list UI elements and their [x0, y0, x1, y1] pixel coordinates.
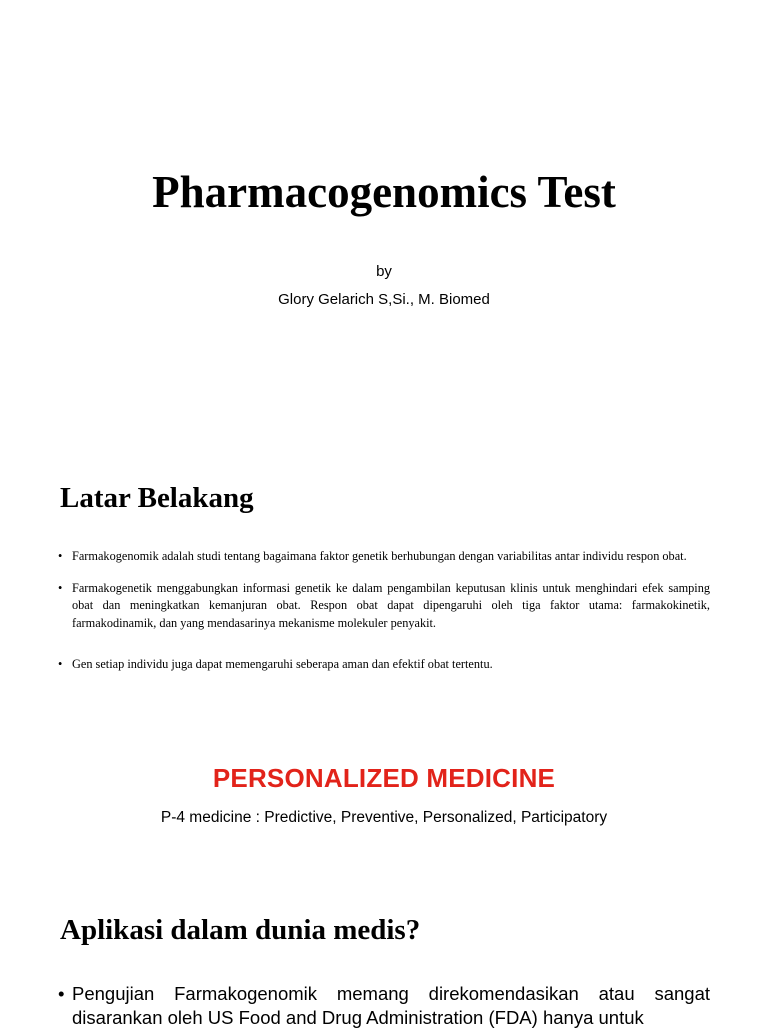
list-item: [58, 982, 710, 1030]
list-item: [58, 656, 710, 674]
background-slide: [0, 432, 768, 722]
list-item-text: Farmakogenetik menggabungkan informasi genetik ke dalam pengambilan keputusan klinis untuk menghindari efek samping obat dan meningkatkan kemanjuran obat. Respon obat dapat dipengaruhi oleh tiga faktor utama: farmakokinetik, farmakodinamik, dan yang mendasarinya mekanisme molekuler penyakit.: [72, 580, 710, 630]
list-item-text: Pengujian Farmakogenomik memang direkomendasikan atau sangat disarankan oleh US Food and Drug Administration (FDA) hanya untuk: [72, 983, 710, 1028]
bullet-list: [58, 548, 710, 688]
author-name: Glory Gelarich S,Si., M. Biomed: [278, 291, 490, 308]
list-item-text: Farmakogenomik adalah studi tentang bagaimana faktor genetik berhubungan dengan variabilitas antar individu respon obat.: [72, 549, 687, 563]
presentation-title: Pharmacogenomics Test: [152, 167, 616, 217]
slide-heading: PERSONALIZED MEDICINE: [212, 763, 556, 793]
list-item: [58, 548, 710, 566]
slide-heading: Latar Belakang: [60, 482, 254, 514]
slide-heading: Aplikasi dalam dunia medis?: [60, 914, 421, 946]
bullet-icon: •: [58, 983, 65, 1004]
list-item: [58, 580, 710, 633]
title-slide: [0, 0, 768, 432]
slide-subheading: P-4 medicine : Predictive, Preventive, Personalized, Participatory: [160, 809, 608, 826]
applications-slide: [0, 862, 768, 1028]
bullet-list: [58, 982, 710, 1030]
bullet-icon: •: [58, 549, 63, 563]
bullet-icon: •: [58, 580, 63, 595]
by-label: by: [376, 263, 392, 280]
byline: [0, 258, 768, 314]
list-item-text: Gen setiap individu juga dapat memengaruhi seberapa aman dan efektif obat tertentu.: [72, 657, 493, 671]
bullet-icon: •: [58, 657, 63, 671]
personalized-medicine-slide: [0, 722, 768, 862]
